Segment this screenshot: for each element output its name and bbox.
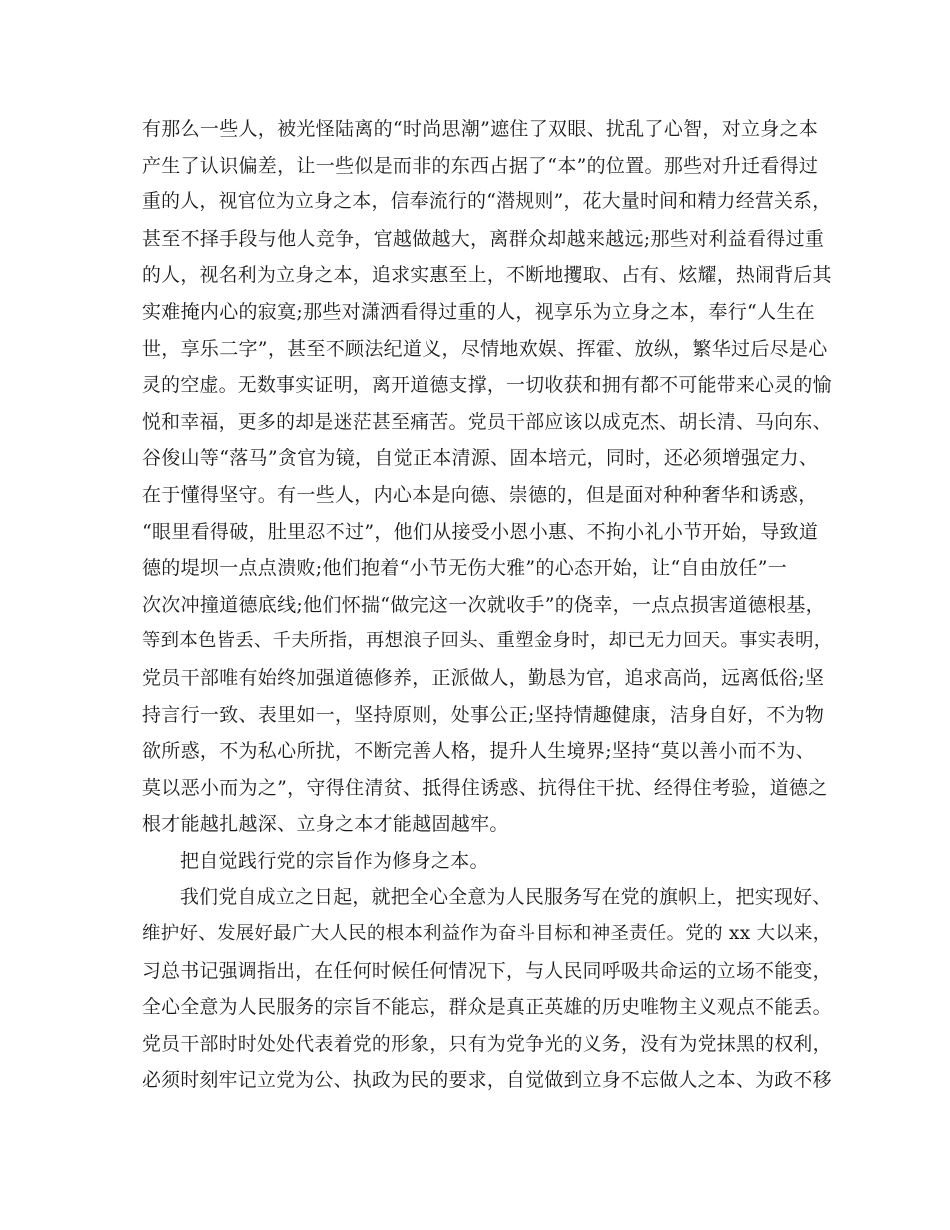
text-line: 甚至不择手段与他人竞争，官越做越大，离群众却越来越远;那些对利益看得过重 xyxy=(142,227,825,250)
text-line: 持言行一致、表里如一，坚持原则，处事公正;坚持情趣健康，洁身自好，不为物 xyxy=(142,703,825,726)
text-line: 党员干部唯有始终加强道德修养，正派做人，勤恳为官，追求高尚，远离低俗;坚 xyxy=(142,666,825,689)
text-line: “眼里看得破，肚里忍不过”，他们从接受小恩小惠、不拘小礼小节开始，导致道 xyxy=(142,520,819,543)
text-line: 实难掩内心的寂寞;那些对潇洒看得过重的人，视享乐为立身之本，奉行“人生在 xyxy=(142,300,815,323)
text-line: 莫以恶小而为之”，守得住清贫、抵得住诱惑、抗得住干扰、经得住考验，道德之 xyxy=(142,776,828,799)
text-line: 产生了认识偏差，让一些似是而非的东西占据了“本”的位置。那些对升迁看得过 xyxy=(142,154,819,177)
text-line: 谷俊山等“落马”贪官为镜，自觉正本清源、固本培元，同时，还必须增强定力、 xyxy=(142,447,819,470)
text-line: 世，享乐二字”，甚至不顾法纪道义，尽情地欢娱、挥霍、放纵，繁华过后尽是心 xyxy=(142,337,828,360)
paragraph-first-line: 我们党自成立之日起，就把全心全意为人民服务写在党的旗帜上，把实现好、 xyxy=(180,886,832,909)
text-line: 的人，视名利为立身之本，追求实惠至上，不断地攫取、占有、炫耀，热闹背后其 xyxy=(142,264,832,287)
paragraph-first-line: 把自觉践行党的宗旨作为修身之本。 xyxy=(180,849,489,872)
text-line: 悦和幸福，更多的却是迷茫甚至痛苦。党员干部应该以成克杰、胡长清、马向东、 xyxy=(142,410,832,433)
text-line: 次次冲撞道德底线;他们怀揣“做完这一次就收手”的侥幸，一点点损害道德根基， xyxy=(142,593,825,616)
text-line: 德的堤坝一点点溃败;他们抱着“小节无伤大雅”的心态开始，让“自由放任”一 xyxy=(142,557,788,580)
text-line: 党员干部时时处处代表着党的形象，只有为党争光的义务，没有为党抹黑的权利， xyxy=(142,1032,832,1055)
text-line: 维护好、发展好最广大人民的根本利益作为奋斗目标和神圣责任。党的 xx 大以来， xyxy=(142,923,832,945)
body-text xyxy=(142,111,832,1099)
text-line: 必须时刻牢记立党为公、执政为民的要求，自觉做到立身不忘做人之本、为政不移 xyxy=(142,1069,832,1092)
text-line: 在于懂得坚守。有一些人，内心本是向德、崇德的，但是面对种种奢华和诱惑， xyxy=(142,483,818,506)
text-line: 根才能越扎越深、立身之本才能越固越牢。 xyxy=(142,813,509,836)
text-line: 欲所惑，不为私心所扰，不断完善人格，提升人生境界;坚持“莫以善小而不为、 xyxy=(142,740,815,763)
text-line: 重的人，视官位为立身之本，信奉流行的“潜规则”，花大量时间和精力经营关系， xyxy=(142,191,832,213)
text-line: 灵的空虚。无数事实证明，离开道德支撑，一切收获和拥有都不可能带来心灵的愉 xyxy=(142,374,832,397)
text-line: 有那么一些人，被光怪陆离的“时尚思潮”遮住了双眼、扰乱了心智，对立身之本 xyxy=(142,118,819,140)
text-line: 等到本色皆丢、千夫所指，再想浪子回头、重塑金身时，却已无力回天。事实表明， xyxy=(142,630,833,652)
text-line: 全心全意为人民服务的宗旨不能忘，群众是真正英雄的历史唯物主义观点不能丢。 xyxy=(142,996,832,1019)
text-line: 习总书记强调指出，在任何时候任何情况下，与人民同呼吸共命运的立场不能变， xyxy=(142,959,832,982)
